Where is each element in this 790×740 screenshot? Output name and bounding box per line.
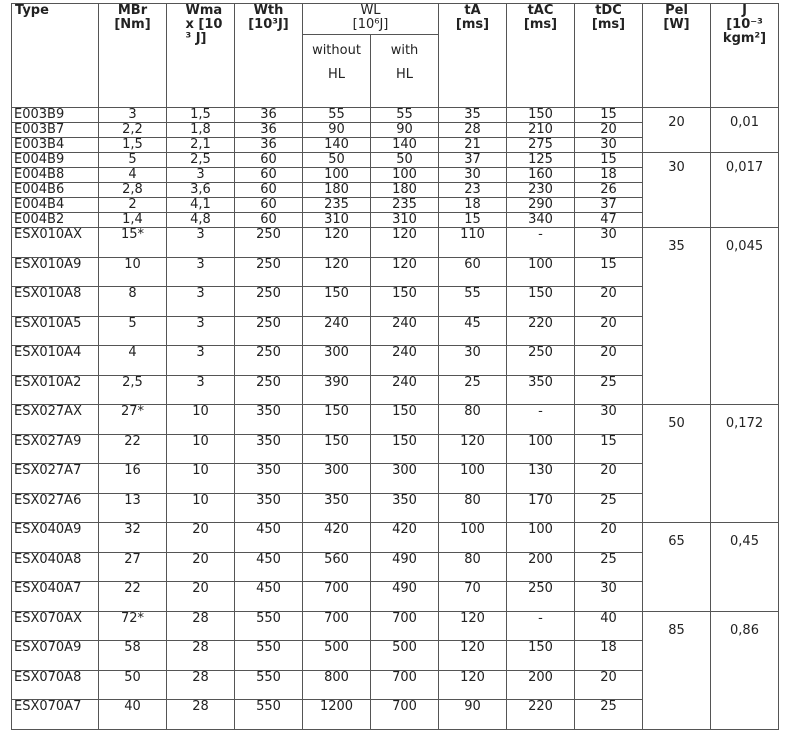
cell-tac: 150 <box>507 108 575 123</box>
cell-type: ESX027A6 <box>12 493 99 523</box>
cell-pel: 35 <box>643 228 711 405</box>
brake-data-table <box>11 3 779 730</box>
header-ta-label: tA [ms] <box>455 3 490 32</box>
cell-wmax: 4,8 <box>167 213 235 228</box>
cell-wl-without: 120 <box>303 228 371 258</box>
header-wl-without <box>303 35 371 108</box>
cell-wth: 350 <box>235 405 303 435</box>
cell-wl-without: 150 <box>303 405 371 435</box>
header-wmax-label: Wmax [10³ J] <box>185 3 223 46</box>
cell-wl-without: 55 <box>303 108 371 123</box>
cell-wmax: 10 <box>167 464 235 494</box>
cell-wl-with: 350 <box>371 493 439 523</box>
header-tac <box>507 4 575 108</box>
cell-mbr: 72* <box>99 611 167 641</box>
cell-j: 0,86 <box>711 611 779 729</box>
cell-tdc: 40 <box>575 611 643 641</box>
cell-ta: 90 <box>439 700 507 730</box>
cell-mbr: 1,4 <box>99 213 167 228</box>
cell-ta: 80 <box>439 552 507 582</box>
cell-type: ESX040A7 <box>12 582 99 612</box>
header-mbr <box>99 4 167 108</box>
cell-tdc: 30 <box>575 582 643 612</box>
cell-wl-without: 150 <box>303 434 371 464</box>
cell-tdc: 15 <box>575 434 643 464</box>
header-wl <box>303 4 439 35</box>
cell-mbr: 13 <box>99 493 167 523</box>
cell-tac: - <box>507 611 575 641</box>
cell-wth: 60 <box>235 168 303 183</box>
cell-ta: 45 <box>439 316 507 346</box>
cell-wmax: 3 <box>167 346 235 376</box>
cell-ta: 15 <box>439 213 507 228</box>
cell-wl-with: 50 <box>371 153 439 168</box>
cell-tac: 210 <box>507 123 575 138</box>
cell-j: 0,172 <box>711 405 779 523</box>
cell-pel: 50 <box>643 405 711 523</box>
cell-wmax: 1,8 <box>167 123 235 138</box>
cell-type: ESX010A9 <box>12 257 99 287</box>
cell-tac: 275 <box>507 138 575 153</box>
cell-tac: 250 <box>507 582 575 612</box>
header-wl-without-label: without HL <box>312 43 361 82</box>
cell-wth: 550 <box>235 611 303 641</box>
cell-ta: 100 <box>439 523 507 553</box>
cell-ta: 30 <box>439 346 507 376</box>
cell-type: ESX070A9 <box>12 641 99 671</box>
cell-type: E004B6 <box>12 183 99 198</box>
cell-wl-with: 300 <box>371 464 439 494</box>
cell-wth: 60 <box>235 213 303 228</box>
cell-wth: 350 <box>235 493 303 523</box>
cell-mbr: 4 <box>99 168 167 183</box>
cell-mbr: 5 <box>99 153 167 168</box>
cell-wl-with: 700 <box>371 670 439 700</box>
cell-tac: 250 <box>507 346 575 376</box>
cell-type: E004B9 <box>12 153 99 168</box>
cell-tac: 150 <box>507 287 575 317</box>
cell-wth: 550 <box>235 641 303 671</box>
cell-wth: 250 <box>235 228 303 258</box>
cell-wmax: 20 <box>167 552 235 582</box>
cell-tac: 130 <box>507 464 575 494</box>
cell-tac: 100 <box>507 257 575 287</box>
cell-mbr: 40 <box>99 700 167 730</box>
cell-wth: 450 <box>235 582 303 612</box>
cell-wth: 60 <box>235 153 303 168</box>
cell-ta: 80 <box>439 405 507 435</box>
cell-wl-without: 700 <box>303 611 371 641</box>
cell-wth: 450 <box>235 523 303 553</box>
cell-wmax: 28 <box>167 670 235 700</box>
cell-wl-without: 1200 <box>303 700 371 730</box>
cell-wl-without: 500 <box>303 641 371 671</box>
cell-ta: 25 <box>439 375 507 405</box>
cell-wth: 350 <box>235 464 303 494</box>
table-row <box>12 108 779 123</box>
cell-tdc: 25 <box>575 375 643 405</box>
cell-wth: 550 <box>235 670 303 700</box>
cell-wth: 250 <box>235 287 303 317</box>
table-row <box>12 228 779 258</box>
cell-type: ESX027A7 <box>12 464 99 494</box>
cell-wl-with: 150 <box>371 287 439 317</box>
cell-j: 0,45 <box>711 523 779 612</box>
header-wl-label: WL [10⁶J] <box>352 3 389 32</box>
cell-wmax: 4,1 <box>167 198 235 213</box>
cell-ta: 70 <box>439 582 507 612</box>
cell-wth: 60 <box>235 198 303 213</box>
cell-tac: 220 <box>507 316 575 346</box>
header-tdc-label: tDC [ms] <box>591 3 626 32</box>
cell-ta: 110 <box>439 228 507 258</box>
cell-mbr: 15* <box>99 228 167 258</box>
cell-tac: 150 <box>507 641 575 671</box>
cell-type: E003B9 <box>12 108 99 123</box>
cell-wl-without: 180 <box>303 183 371 198</box>
cell-wl-with: 100 <box>371 168 439 183</box>
cell-pel: 85 <box>643 611 711 729</box>
cell-wth: 36 <box>235 108 303 123</box>
table-row <box>12 611 779 641</box>
cell-wl-without: 300 <box>303 464 371 494</box>
header-wl-with-label: with HL <box>390 43 419 82</box>
cell-wl-with: 180 <box>371 183 439 198</box>
cell-wl-without: 350 <box>303 493 371 523</box>
cell-wl-without: 310 <box>303 213 371 228</box>
cell-type: E003B4 <box>12 138 99 153</box>
cell-wth: 36 <box>235 123 303 138</box>
header-j <box>711 4 779 108</box>
cell-wmax: 3 <box>167 257 235 287</box>
cell-tdc: 18 <box>575 641 643 671</box>
cell-wl-with: 90 <box>371 123 439 138</box>
cell-ta: 28 <box>439 123 507 138</box>
cell-wl-with: 420 <box>371 523 439 553</box>
cell-type: E004B4 <box>12 198 99 213</box>
header-wth-label: Wth [10³J] <box>248 3 289 32</box>
cell-wmax: 2,5 <box>167 153 235 168</box>
cell-wth: 250 <box>235 375 303 405</box>
cell-wth: 60 <box>235 183 303 198</box>
cell-wl-without: 390 <box>303 375 371 405</box>
cell-tdc: 20 <box>575 670 643 700</box>
cell-wmax: 20 <box>167 582 235 612</box>
cell-type: E004B8 <box>12 168 99 183</box>
header-row <box>12 4 779 35</box>
cell-wl-without: 140 <box>303 138 371 153</box>
cell-mbr: 22 <box>99 582 167 612</box>
cell-pel: 65 <box>643 523 711 612</box>
cell-mbr: 22 <box>99 434 167 464</box>
cell-wth: 350 <box>235 434 303 464</box>
header-type-label: Type <box>15 3 49 18</box>
cell-tac: 230 <box>507 183 575 198</box>
cell-type: ESX027AX <box>12 405 99 435</box>
cell-mbr: 10 <box>99 257 167 287</box>
cell-tac: 160 <box>507 168 575 183</box>
cell-wmax: 10 <box>167 434 235 464</box>
cell-tac: 100 <box>507 434 575 464</box>
cell-mbr: 2,8 <box>99 183 167 198</box>
cell-ta: 120 <box>439 641 507 671</box>
cell-tdc: 15 <box>575 108 643 123</box>
cell-mbr: 2,2 <box>99 123 167 138</box>
table-row <box>12 523 779 553</box>
cell-tdc: 20 <box>575 464 643 494</box>
cell-wth: 450 <box>235 552 303 582</box>
cell-ta: 21 <box>439 138 507 153</box>
cell-wmax: 10 <box>167 405 235 435</box>
cell-wth: 550 <box>235 700 303 730</box>
cell-wmax: 1,5 <box>167 108 235 123</box>
cell-type: ESX040A9 <box>12 523 99 553</box>
cell-tac: 200 <box>507 552 575 582</box>
header-type <box>12 4 99 108</box>
cell-wl-with: 120 <box>371 228 439 258</box>
table-row <box>12 405 779 435</box>
cell-type: E003B7 <box>12 123 99 138</box>
cell-tac: - <box>507 228 575 258</box>
cell-mbr: 50 <box>99 670 167 700</box>
cell-mbr: 32 <box>99 523 167 553</box>
cell-j: 0,045 <box>711 228 779 405</box>
cell-ta: 18 <box>439 198 507 213</box>
cell-wl-with: 240 <box>371 346 439 376</box>
cell-pel: 20 <box>643 108 711 153</box>
cell-wmax: 20 <box>167 523 235 553</box>
cell-tdc: 25 <box>575 700 643 730</box>
cell-wl-with: 240 <box>371 375 439 405</box>
cell-tac: 290 <box>507 198 575 213</box>
cell-wmax: 3 <box>167 228 235 258</box>
cell-ta: 80 <box>439 493 507 523</box>
cell-wmax: 3 <box>167 287 235 317</box>
cell-wl-without: 560 <box>303 552 371 582</box>
cell-wl-without: 150 <box>303 287 371 317</box>
header-j-label: J [10⁻³ kgm²] <box>722 3 767 46</box>
cell-ta: 60 <box>439 257 507 287</box>
cell-wth: 250 <box>235 257 303 287</box>
cell-tdc: 20 <box>575 316 643 346</box>
cell-tdc: 25 <box>575 552 643 582</box>
cell-tdc: 20 <box>575 523 643 553</box>
cell-type: ESX010A4 <box>12 346 99 376</box>
cell-wl-with: 240 <box>371 316 439 346</box>
cell-pel: 30 <box>643 153 711 228</box>
cell-wl-without: 100 <box>303 168 371 183</box>
cell-ta: 120 <box>439 611 507 641</box>
cell-tdc: 30 <box>575 405 643 435</box>
cell-tdc: 20 <box>575 287 643 317</box>
cell-wl-without: 420 <box>303 523 371 553</box>
cell-type: ESX070AX <box>12 611 99 641</box>
cell-tac: 100 <box>507 523 575 553</box>
cell-wmax: 28 <box>167 611 235 641</box>
cell-mbr: 4 <box>99 346 167 376</box>
cell-ta: 23 <box>439 183 507 198</box>
cell-tdc: 30 <box>575 228 643 258</box>
header-tac-label: tAC [ms] <box>523 3 558 32</box>
cell-wmax: 28 <box>167 641 235 671</box>
cell-wl-with: 490 <box>371 552 439 582</box>
cell-type: ESX010A8 <box>12 287 99 317</box>
cell-wl-with: 700 <box>371 700 439 730</box>
cell-mbr: 27 <box>99 552 167 582</box>
cell-type: ESX010AX <box>12 228 99 258</box>
header-wmax <box>167 4 235 108</box>
cell-mbr: 8 <box>99 287 167 317</box>
cell-ta: 35 <box>439 108 507 123</box>
header-mbr-label: MBr [Nm] <box>114 3 151 32</box>
cell-tac: 340 <box>507 213 575 228</box>
cell-wl-with: 55 <box>371 108 439 123</box>
cell-tdc: 26 <box>575 183 643 198</box>
cell-type: ESX010A5 <box>12 316 99 346</box>
cell-tdc: 37 <box>575 198 643 213</box>
cell-wmax: 3 <box>167 316 235 346</box>
cell-type: ESX010A2 <box>12 375 99 405</box>
cell-wmax: 28 <box>167 700 235 730</box>
cell-tac: 350 <box>507 375 575 405</box>
cell-j: 0,01 <box>711 108 779 153</box>
header-wl-with <box>371 35 439 108</box>
cell-tdc: 20 <box>575 346 643 376</box>
cell-ta: 30 <box>439 168 507 183</box>
cell-mbr: 58 <box>99 641 167 671</box>
cell-wl-with: 120 <box>371 257 439 287</box>
cell-tdc: 18 <box>575 168 643 183</box>
cell-wl-with: 310 <box>371 213 439 228</box>
cell-tdc: 30 <box>575 138 643 153</box>
cell-wth: 36 <box>235 138 303 153</box>
cell-wl-with: 150 <box>371 405 439 435</box>
cell-tdc: 25 <box>575 493 643 523</box>
header-ta <box>439 4 507 108</box>
cell-wmax: 3 <box>167 375 235 405</box>
cell-tac: 170 <box>507 493 575 523</box>
cell-mbr: 16 <box>99 464 167 494</box>
cell-tdc: 20 <box>575 123 643 138</box>
cell-tac: - <box>507 405 575 435</box>
cell-tac: 125 <box>507 153 575 168</box>
cell-wl-without: 120 <box>303 257 371 287</box>
cell-ta: 100 <box>439 464 507 494</box>
header-tdc <box>575 4 643 108</box>
cell-wth: 250 <box>235 346 303 376</box>
cell-mbr: 2,5 <box>99 375 167 405</box>
cell-tac: 200 <box>507 670 575 700</box>
cell-tdc: 15 <box>575 257 643 287</box>
cell-wmax: 3,6 <box>167 183 235 198</box>
cell-j: 0,017 <box>711 153 779 228</box>
cell-wth: 250 <box>235 316 303 346</box>
cell-mbr: 27* <box>99 405 167 435</box>
cell-ta: 55 <box>439 287 507 317</box>
cell-type: ESX070A7 <box>12 700 99 730</box>
cell-wmax: 2,1 <box>167 138 235 153</box>
cell-wl-with: 235 <box>371 198 439 213</box>
cell-wl-without: 235 <box>303 198 371 213</box>
cell-type: ESX070A8 <box>12 670 99 700</box>
header-pel <box>643 4 711 108</box>
cell-mbr: 2 <box>99 198 167 213</box>
cell-wl-with: 140 <box>371 138 439 153</box>
header-wth <box>235 4 303 108</box>
cell-wmax: 10 <box>167 493 235 523</box>
cell-type: E004B2 <box>12 213 99 228</box>
cell-tdc: 47 <box>575 213 643 228</box>
cell-type: ESX040A8 <box>12 552 99 582</box>
cell-wl-without: 800 <box>303 670 371 700</box>
header-pel-label: Pel [W] <box>663 3 690 32</box>
cell-wl-without: 300 <box>303 346 371 376</box>
cell-wl-without: 240 <box>303 316 371 346</box>
cell-wmax: 3 <box>167 168 235 183</box>
cell-wl-with: 150 <box>371 434 439 464</box>
cell-wl-with: 500 <box>371 641 439 671</box>
cell-tdc: 15 <box>575 153 643 168</box>
cell-ta: 120 <box>439 670 507 700</box>
cell-wl-with: 490 <box>371 582 439 612</box>
cell-mbr: 5 <box>99 316 167 346</box>
cell-wl-without: 700 <box>303 582 371 612</box>
cell-ta: 37 <box>439 153 507 168</box>
cell-ta: 120 <box>439 434 507 464</box>
cell-mbr: 1,5 <box>99 138 167 153</box>
cell-mbr: 3 <box>99 108 167 123</box>
cell-tac: 220 <box>507 700 575 730</box>
cell-type: ESX027A9 <box>12 434 99 464</box>
table-row <box>12 153 779 168</box>
cell-wl-with: 700 <box>371 611 439 641</box>
cell-wl-without: 90 <box>303 123 371 138</box>
cell-wl-without: 50 <box>303 153 371 168</box>
